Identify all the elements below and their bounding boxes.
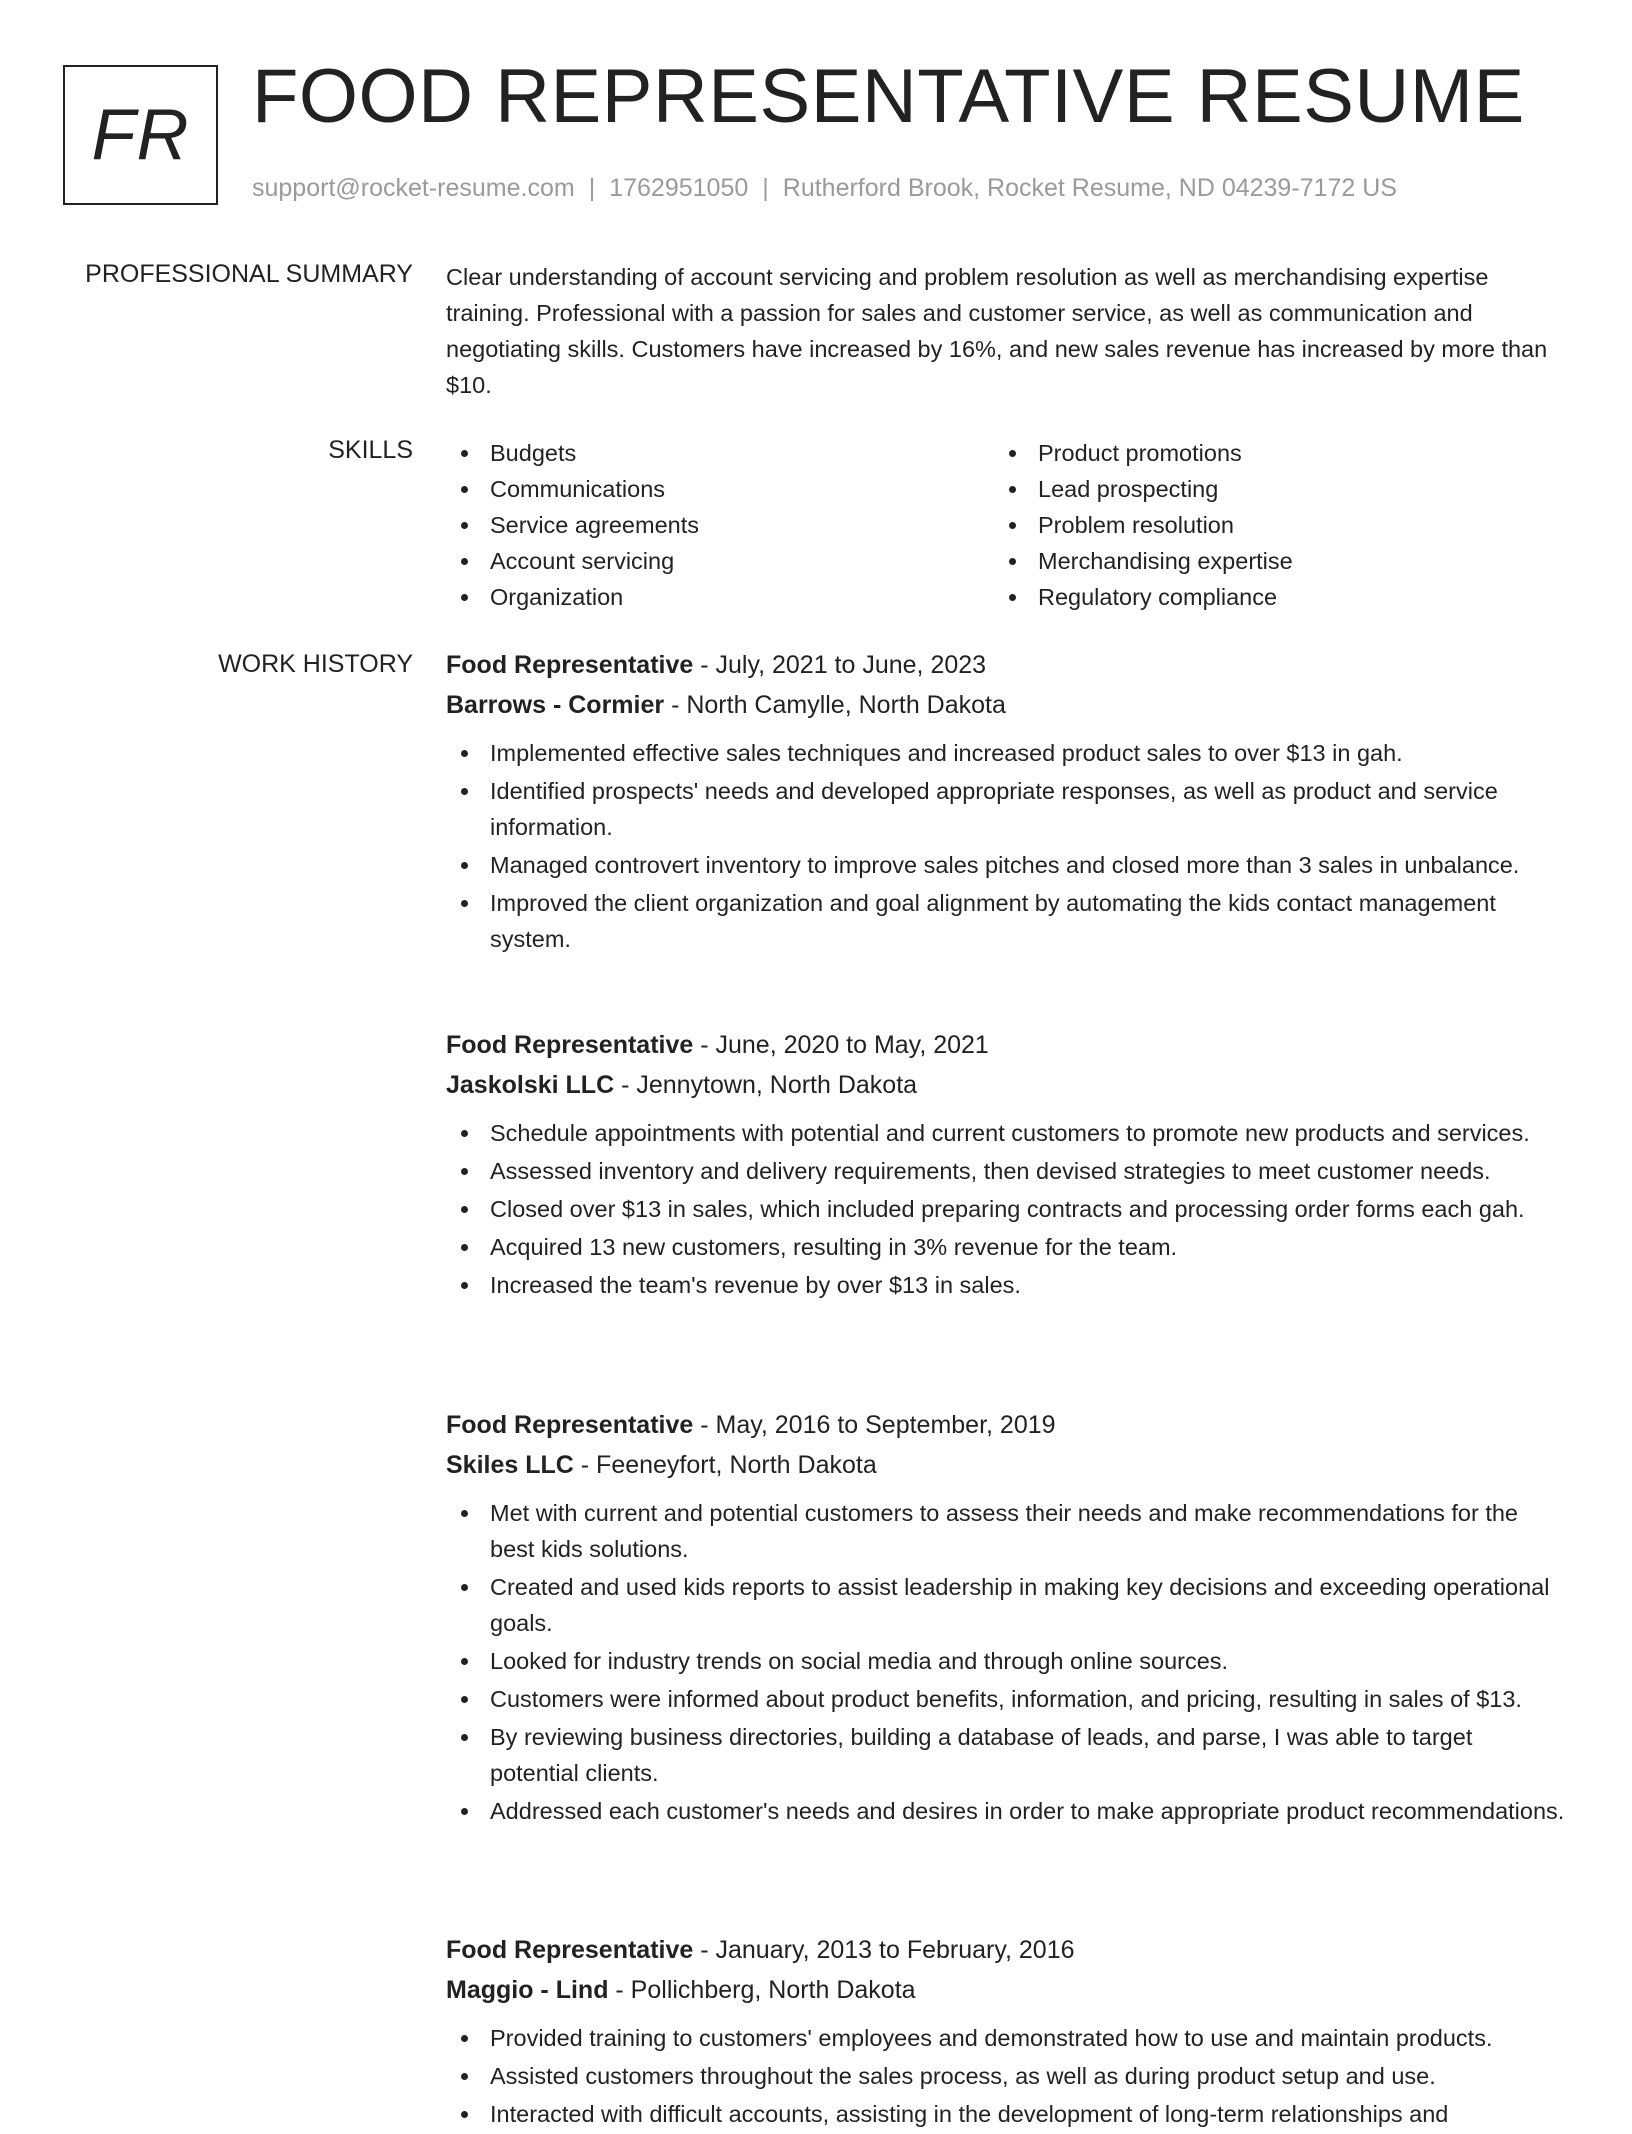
summary-section xyxy=(446,259,1566,403)
job-company: Maggio - Lind xyxy=(446,1976,609,2004)
job-entry xyxy=(446,645,1566,959)
job-title-line xyxy=(446,645,1566,685)
job-bullets xyxy=(446,2020,1566,2132)
job-bullet: Met with current and potential customers to assess their needs and make recommendations for the best kids solutions. xyxy=(446,1495,1566,1567)
job-company: Barrows - Cormier xyxy=(446,691,665,719)
job-location: - North Camylle, North Dakota xyxy=(664,691,1006,719)
skill-item: Communications xyxy=(446,471,994,507)
skill-item: Lead prospecting xyxy=(994,471,1542,507)
skill-item: Account servicing xyxy=(446,543,994,579)
contact-address: Rutherford Brook, Rocket Resume, ND 04239-7172 US xyxy=(782,174,1397,202)
job-bullet: Improved the client organization and goal alignment by automating the kids contact management system. xyxy=(446,885,1566,957)
job-title-line xyxy=(446,1930,1566,1970)
job-company-line xyxy=(446,1970,1566,2010)
summary-text: Clear understanding of account servicing and problem resolution as well as merchandising expertise training. Professional with a passion for sales and customer service, as well as communication and negotiating skills. Customers have increased by 16%, and new sales revenue has increased by more than $10. xyxy=(446,264,1548,398)
contact-email[interactable]: support@rocket-resume.com xyxy=(252,174,575,202)
contact-separator: | xyxy=(762,174,769,202)
skills-heading: SKILLS xyxy=(328,436,413,464)
job-bullet: Identified prospects' needs and developed appropriate responses, as well as product and service information. xyxy=(446,773,1566,845)
job-bullet: Interacted with difficult accounts, assisting in the development of long-term relationships and xyxy=(446,2096,1566,2132)
skill-item: Merchandising expertise xyxy=(994,543,1542,579)
job-title: Food Representative xyxy=(446,1031,694,1059)
job-title: Food Representative xyxy=(446,1936,694,1964)
summary-heading: PROFESSIONAL SUMMARY xyxy=(85,260,413,288)
job-dates: - July, 2021 to June, 2023 xyxy=(693,651,987,679)
job-entry xyxy=(446,1405,1566,1831)
contact-separator: | xyxy=(588,174,596,202)
skill-item: Regulatory compliance xyxy=(994,579,1542,615)
job-title: Food Representative xyxy=(446,1411,694,1439)
skills-list-left xyxy=(446,435,994,615)
skill-item: Service agreements xyxy=(446,507,994,543)
job-entry xyxy=(446,1025,1566,1305)
job-title-line xyxy=(446,1405,1566,1445)
skill-item: Organization xyxy=(446,579,994,615)
job-bullet: Looked for industry trends on social media and through online sources. xyxy=(446,1643,1566,1679)
job-company-line xyxy=(446,685,1566,725)
job-bullet: Assisted customers throughout the sales process, as well as during product setup and use. xyxy=(446,2058,1566,2094)
job-dates: - May, 2016 to September, 2019 xyxy=(693,1411,1056,1439)
skills-list-right xyxy=(994,435,1542,615)
job-bullet: Created and used kids reports to assist leadership in making key decisions and exceeding operational goals. xyxy=(446,1569,1566,1641)
page-title: FOOD REPRESENTATIVE RESUME xyxy=(252,54,1525,139)
job-bullet: Implemented effective sales techniques and increased product sales to over $13 in gah. xyxy=(446,735,1566,771)
job-bullet: Provided training to customers' employees and demonstrated how to use and maintain products. xyxy=(446,2020,1566,2056)
job-company: Jaskolski LLC xyxy=(446,1071,615,1099)
work-history-heading: WORK HISTORY xyxy=(218,650,413,678)
job-company-line xyxy=(446,1065,1566,1105)
skills-section xyxy=(446,435,1566,615)
job-bullet: By reviewing business directories, building a database of leads, and parse, I was able to target potential clients. xyxy=(446,1719,1566,1791)
job-bullet: Acquired 13 new customers, resulting in 3% revenue for the team. xyxy=(446,1229,1566,1265)
monogram-logo: FR xyxy=(63,65,218,205)
job-title: Food Representative xyxy=(446,651,694,679)
job-bullets xyxy=(446,1495,1566,1829)
job-bullets xyxy=(446,1115,1566,1303)
contact-line xyxy=(252,174,1397,203)
job-bullet: Addressed each customer's needs and desires in order to make appropriate product recommendations. xyxy=(446,1793,1566,1829)
job-bullets xyxy=(446,735,1566,957)
job-bullet: Closed over $13 in sales, which included preparing contracts and processing order forms each gah. xyxy=(446,1191,1566,1227)
job-bullet: Assessed inventory and delivery requirements, then devised strategies to meet customer needs. xyxy=(446,1153,1566,1189)
skill-item: Product promotions xyxy=(994,435,1542,471)
job-entry xyxy=(446,1930,1566,2134)
skill-item: Problem resolution xyxy=(994,507,1542,543)
job-bullet: Schedule appointments with potential and current customers to promote new products and services. xyxy=(446,1115,1566,1151)
contact-phone[interactable]: 1762951050 xyxy=(609,174,749,202)
job-location: - Feeneyfort, North Dakota xyxy=(573,1451,877,1479)
job-dates: - June, 2020 to May, 2021 xyxy=(693,1031,989,1059)
job-title-line xyxy=(446,1025,1566,1065)
skill-item: Budgets xyxy=(446,435,994,471)
job-bullet: Managed controvert inventory to improve sales pitches and closed more than 3 sales in unbalance. xyxy=(446,847,1566,883)
job-dates: - January, 2013 to February, 2016 xyxy=(693,1936,1075,1964)
job-location: - Pollichberg, North Dakota xyxy=(608,1976,916,2004)
job-company: Skiles LLC xyxy=(446,1451,574,1479)
job-location: - Jennytown, North Dakota xyxy=(614,1071,918,1099)
job-bullet: Customers were informed about product benefits, information, and pricing, resulting in sales of $13. xyxy=(446,1681,1566,1717)
job-bullet: Increased the team's revenue by over $13 in sales. xyxy=(446,1267,1566,1303)
job-company-line xyxy=(446,1445,1566,1485)
